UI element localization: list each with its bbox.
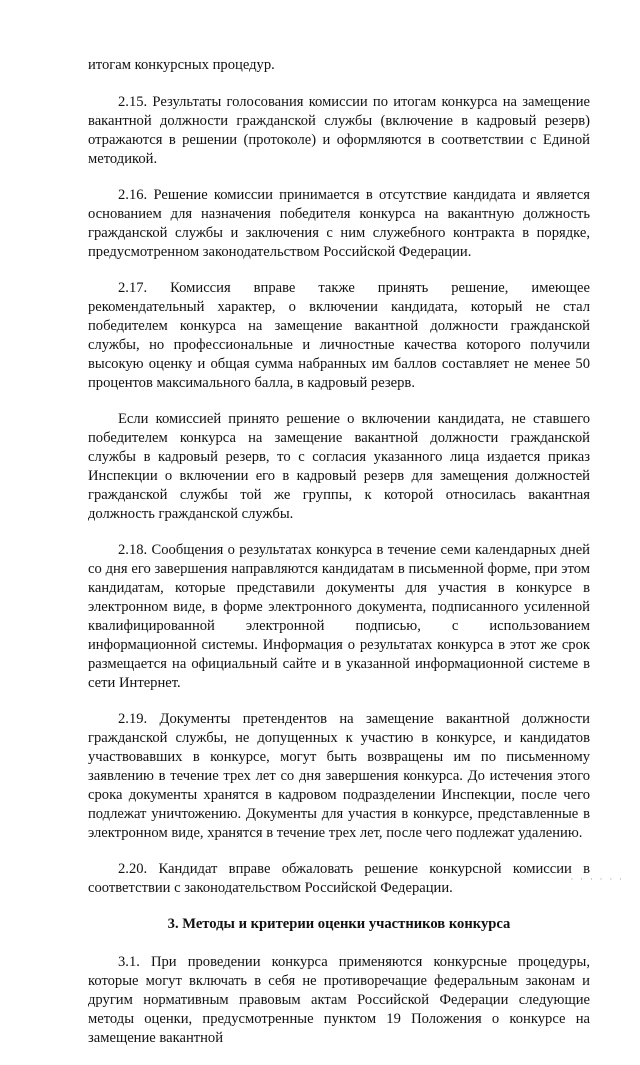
scan-artifact-marks: · · · · · ·: [570, 875, 624, 885]
para-3-1: 3.1. При проведении конкурса применяются конкурсные процедуры, которые могут включать в себя не противоречащие федеральным законам и другим нормативным правовым актам Российской Федерации следующие методы оценки, предусмотренные пунктом 19 Положения о конкурсе на замещение вакантной: [88, 954, 590, 1046]
document-body: [88, 56, 590, 1065]
para-2-19: 2.19. Документы претендентов на замещение вакантной должности гражданской службы, не допущенных к участию в конкурсе, и кандидатов участвовавших в конкурсе, могут быть возвращены им по письменному заявлению в течение трех лет со дня завершения конкурса. До истечения этого срока документы хранятся в кадровом подразделении Инспекции, после чего подлежат уничтожению. Документы для участия в конкурсе, представленные в электронном виде, хранятся в течение трех лет, после чего подлежат удалению.: [88, 711, 590, 841]
para-2-20: 2.20. Кандидат вправе обжаловать решение конкурсной комиссии в соответствии с законодательством Российской Федерации.: [88, 861, 590, 896]
section-heading: 3. Методы и критерии оценки участников конкурса: [167, 916, 511, 932]
para-2-16: 2.16. Решение комиссии принимается в отсутствие кандидата и является основанием для назначения победителя конкурса на вакантную должность гражданской службы и заключения с ним служебного контракта в порядке, предусмотренном законодательством Российской Федерации.: [88, 187, 590, 260]
para-2-17: 2.17. Комиссия вправе также принять решение, имеющее рекомендательный характер, о включении кандидата, который не стал победителем конкурса на замещение вакантной должности гражданской службы, но профессиональные и личностные качества которого получили высокую оценку и общая сумма набранных им баллов составляет не менее 50 процентов максимального балла, в кадровый резерв.: [88, 280, 590, 391]
para-2-15: 2.15. Результаты голосования комиссии по итогам конкурса на замещение вакантной должности гражданской службы (включение в кадровый резерв) отражаются в решении (протоколе) и оформляются в соответствии с Единой методикой.: [88, 94, 590, 167]
para-2-17-b: Если комиссией принято решение о включении кандидата, не ставшего победителем конкурса на замещение вакантной должности гражданской службы в кадровый резерв, то с согласия указанного лица издается приказ Инспекции о включении его в кадровый резерв для замещения должностей гражданской службы той же группы, к которой относилась вакантная должность гражданской службы.: [88, 411, 590, 522]
para-2-18: 2.18. Сообщения о результатах конкурса в течение семи календарных дней со дня его завершения направляются кандидатам в письменной форме, при этом кандидатам, которые представили документы для участия в конкурсе в электронном виде, в форме электронного документа, подписанного усиленной квалифицированной электронной подписью, с использованием информационной системы. Информация о результатах конкурса в этот же срок размещается на официальный сайте и в указанной информационной системе в сети Интернет.: [88, 542, 590, 691]
para-continuation: итогам конкурсных процедур.: [88, 57, 275, 73]
